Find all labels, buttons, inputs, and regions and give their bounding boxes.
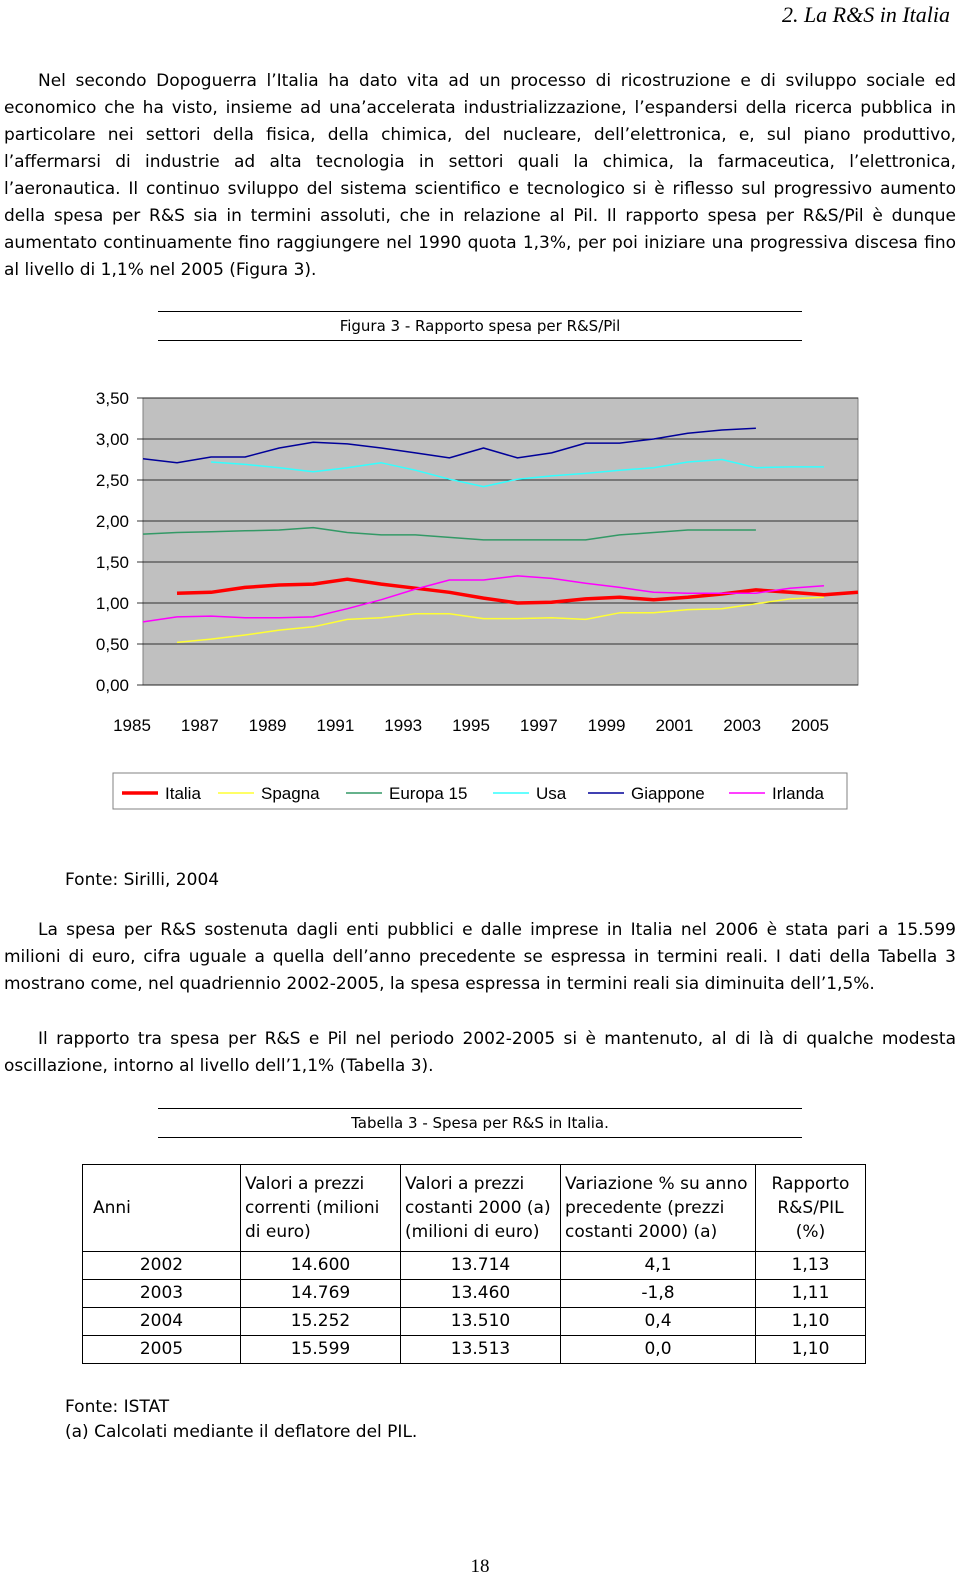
paragraph-1-text: Nel secondo Dopoguerra l’Italia ha dato vita ad un processo di ricostruzione e di sviluppo sociale ed economico che ha visto, insieme ad una’accelerata industrializzazione, l’espandersi della ricerca pubblica in particolare nei settori della fisica, della chimica, del nucleare, dell’elettronica, e, sul piano produttivo, l’affermarsi di industrie ad alta tecnologia in settori quali la chimica, la farmaceutica, l’elettronica, l’aeronautica. Il continuo sviluppo del sistema scientifico e tecnologico si è riflesso sul progressivo aumento della spesa per R&S sia in termini assoluti, che in relazione al Pil. Il rapporto spesa per R&S/Pil è dunque aumentato continuamente fino raggiungere nel 1990 quota 1,3%, per poi iniziare una progressiva discesa fino al livello di 1,1% nel 2005 (Figura 3). — [4, 71, 956, 280]
cell-variation: 0,4 — [561, 1308, 756, 1336]
y-tick-label: 3,50 — [95, 389, 129, 408]
y-tick-label: 0,50 — [95, 635, 129, 654]
legend-label: Italia — [165, 784, 201, 803]
line-chart — [0, 380, 960, 820]
table-source — [65, 1395, 417, 1445]
running-header: 2. La R&S in Italia — [781, 2, 950, 27]
table-source-line: Fonte: ISTAT — [65, 1397, 170, 1417]
plot-area — [143, 398, 858, 685]
legend-label: Spagna — [261, 784, 320, 803]
table-caption: Tabella 3 - Spesa per R&S in Italia. — [158, 1108, 802, 1138]
cell-ratio: 1,10 — [756, 1336, 866, 1364]
header-current-prices: Valori a prezzi correnti (milioni di euro) — [241, 1165, 401, 1252]
y-tick-label: 2,50 — [95, 471, 129, 490]
header-anni: Anni — [83, 1165, 241, 1252]
cell-variation: -1,8 — [561, 1280, 756, 1308]
cell-year: 2002 — [83, 1252, 241, 1280]
cell-ratio: 1,10 — [756, 1308, 866, 1336]
paragraph-2-text: La spesa per R&S sostenuta dagli enti pubblici e dalle imprese in Italia nel 2006 è stata pari a 15.599 milioni di euro, cifra uguale a quella dell’anno precedente se espressa in termini reali. I dati della Tabella 3 mostrano come, nel quadriennio 2002-2005, la spesa espressa in termini reali sia diminuita dell’1,5%. — [4, 920, 956, 994]
table-row — [83, 1336, 866, 1364]
cell-current: 14.600 — [241, 1252, 401, 1280]
cell-current: 15.599 — [241, 1336, 401, 1364]
cell-year: 2004 — [83, 1308, 241, 1336]
legend-box — [113, 773, 847, 809]
x-tick-label: 2001 — [655, 716, 694, 735]
table-footnote: (a) Calcolati mediante il deflatore del PIL. — [65, 1422, 418, 1442]
x-tick-label: 1997 — [519, 716, 558, 735]
legend-label: Irlanda — [772, 784, 824, 803]
cell-current: 15.252 — [241, 1308, 401, 1336]
x-tick-label: 2005 — [791, 716, 829, 735]
cell-constant: 13.513 — [401, 1336, 561, 1364]
header-ratio: Rapporto R&S/PIL (%) — [756, 1165, 866, 1252]
y-tick-label: 1,50 — [95, 553, 129, 572]
figure-caption: Figura 3 - Rapporto spesa per R&S/Pil — [158, 311, 802, 341]
rd-spending-table — [82, 1164, 866, 1364]
paragraph-1 — [4, 68, 956, 284]
header-constant-prices: Valori a prezzi costanti 2000 (a) (milioni di euro) — [401, 1165, 561, 1252]
x-tick-label: 2003 — [723, 716, 762, 735]
cell-constant: 13.460 — [401, 1280, 561, 1308]
cell-variation: 0,0 — [561, 1336, 756, 1364]
y-tick-label: 0,00 — [95, 676, 129, 695]
paragraph-3-text: Il rapporto tra spesa per R&S e Pil nel periodo 2002-2005 si è mantenuto, al di là di qualche modesta oscillazione, intorno al livello dell’1,1% (Tabella 3). — [4, 1029, 956, 1076]
x-tick-label: 1995 — [452, 716, 490, 735]
table-row — [83, 1252, 866, 1280]
cell-year: 2005 — [83, 1336, 241, 1364]
cell-current: 14.769 — [241, 1280, 401, 1308]
paragraph-2 — [4, 917, 956, 998]
cell-constant: 13.510 — [401, 1308, 561, 1336]
legend-label: Giappone — [631, 784, 705, 803]
table-row — [83, 1308, 866, 1336]
chart — [0, 380, 960, 820]
header-variation: Variazione % su anno precedente (prezzi costanti 2000) (a) — [561, 1165, 756, 1252]
paragraph-3 — [4, 1026, 956, 1080]
x-tick-label: 1993 — [384, 716, 423, 735]
table-row — [83, 1280, 866, 1308]
figure-source: Fonte: Sirilli, 2004 — [65, 870, 220, 890]
cell-ratio: 1,11 — [756, 1280, 866, 1308]
page-number: 18 — [470, 1556, 490, 1577]
y-tick-label: 3,00 — [95, 430, 129, 449]
x-tick-label: 1987 — [180, 716, 219, 735]
y-tick-label: 2,00 — [95, 512, 129, 531]
legend-label: Europa 15 — [389, 784, 468, 803]
y-tick-label: 1,00 — [95, 594, 129, 613]
cell-constant: 13.714 — [401, 1252, 561, 1280]
x-tick-label: 1999 — [587, 716, 626, 735]
legend-label: Usa — [536, 784, 567, 803]
cell-ratio: 1,13 — [756, 1252, 866, 1280]
x-tick-label: 1985 — [113, 716, 151, 735]
cell-year: 2003 — [83, 1280, 241, 1308]
x-tick-label: 1989 — [248, 716, 287, 735]
table-header-row — [83, 1165, 866, 1252]
x-tick-label: 1991 — [316, 716, 355, 735]
cell-variation: 4,1 — [561, 1252, 756, 1280]
